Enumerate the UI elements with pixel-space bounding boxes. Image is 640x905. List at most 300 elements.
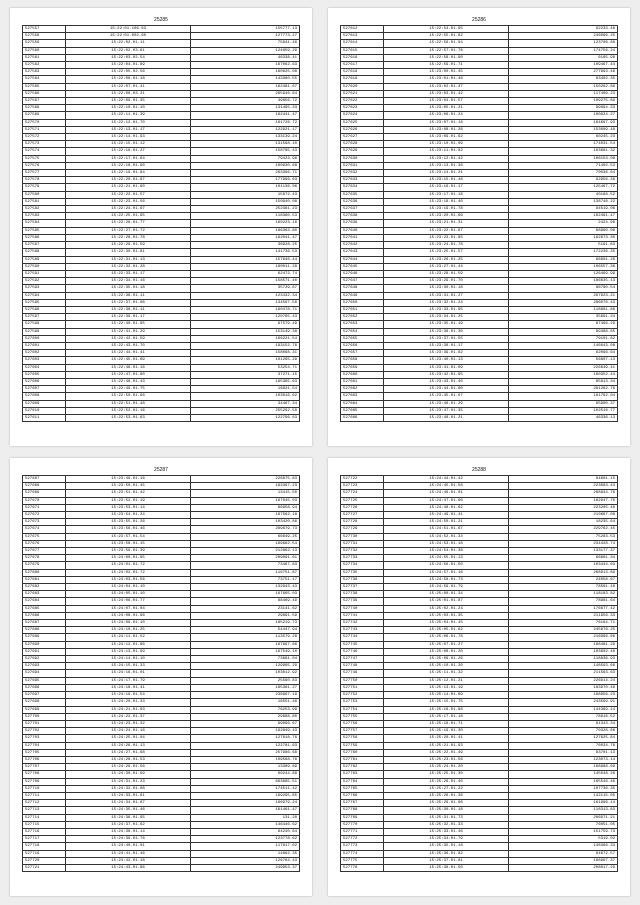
row-id-cell: 527761 [341, 756, 384, 763]
value-cell: 16621.54 [191, 386, 300, 393]
value-cell: 16551.46 [191, 699, 300, 706]
row-id-cell: 527621 [341, 90, 384, 97]
table-row [341, 306, 618, 313]
timestamp-cell: 15:25:17.01.18 [384, 713, 509, 720]
table-row [341, 519, 618, 526]
table-row [341, 792, 618, 799]
value-cell: 216966.66 [509, 634, 618, 641]
table-row [23, 242, 300, 249]
row-id-cell: 527630 [341, 155, 384, 162]
table-row [341, 641, 618, 648]
table-row [341, 357, 618, 364]
value-cell: 103444.63 [509, 562, 618, 569]
row-id-cell: 527764 [341, 778, 384, 785]
row-id-cell: 527561 [23, 54, 66, 61]
value-cell: 78561.18 [509, 584, 618, 591]
timestamp-cell: 15:24:15.01.33 [66, 663, 191, 670]
timestamp-cell: 15:22:11.01.39 [66, 112, 191, 119]
value-cell: 180011.28 [191, 263, 300, 270]
timestamp-cell: 15:24:58.01.73 [384, 576, 509, 583]
table-row [341, 378, 618, 385]
value-cell: 212862.13 [191, 548, 300, 555]
timestamp-cell: 15:23:42.01.65 [384, 371, 509, 378]
table-row [23, 234, 300, 241]
table-row [341, 562, 618, 569]
value-cell: 40188.52 [509, 191, 618, 198]
table-row [23, 519, 300, 526]
table-row [23, 706, 300, 713]
value-cell: 83701.13 [509, 749, 618, 756]
row-id-cell: 527747 [341, 656, 384, 663]
table-row [23, 62, 300, 69]
row-id-cell: 527679 [23, 562, 66, 569]
timestamp-cell: 15:22:18.01.90 [66, 162, 191, 169]
page-title: 25285 [154, 17, 168, 23]
timestamp-cell: 15:24:35.01.46 [66, 807, 191, 814]
row-id-cell: 527718 [23, 843, 66, 850]
value-cell: 281262.76 [509, 386, 618, 393]
value-cell: 109467.44 [509, 62, 618, 69]
table-row [341, 850, 618, 857]
table-row [23, 627, 300, 634]
value-cell: 79423.96 [191, 155, 300, 162]
table-row [23, 112, 300, 119]
table-row [23, 292, 300, 299]
table-row [23, 98, 300, 105]
row-id-cell: 527582 [23, 206, 66, 213]
table-row [341, 785, 618, 792]
table-row [341, 713, 618, 720]
table-row [23, 177, 300, 184]
row-id-cell: 527655 [341, 335, 384, 342]
value-cell: 103602.48 [509, 648, 618, 655]
value-cell: 263396.71 [191, 170, 300, 177]
row-id-cell: 527767 [341, 800, 384, 807]
value-cell: 75841.46 [191, 40, 300, 47]
table-row [23, 76, 300, 83]
document-page-3 [10, 458, 312, 896]
timestamp-cell: 15:24:10.01.25 [66, 627, 191, 634]
value-cell: 141736.53 [191, 249, 300, 256]
row-id-cell: 527599 [23, 328, 66, 335]
row-id-cell: 527665 [341, 407, 384, 414]
value-cell: 66661.34 [509, 555, 618, 562]
row-id-cell: 527568 [23, 105, 66, 112]
timestamp-cell: 15:23:37.01.55 [384, 335, 509, 342]
row-id-cell: 527624 [341, 112, 384, 119]
value-cell: 123706.88 [509, 40, 618, 47]
timestamp-cell: 15:25:21.01.93 [384, 742, 509, 749]
row-id-cell: 527576 [23, 162, 66, 169]
value-cell: 122796.63 [191, 414, 300, 421]
value-cell: 24058.67 [509, 576, 618, 583]
table-row [341, 90, 618, 97]
table-row [23, 670, 300, 677]
row-id-cell: 527619 [341, 76, 384, 83]
timestamp-cell: 15:23:56.01.46 [66, 526, 191, 533]
timestamp-cell: 15:22:43.01.70 [66, 342, 191, 349]
value-cell: 117409.23 [509, 90, 618, 97]
page-title: 25287 [154, 467, 168, 473]
document-page-2 [328, 8, 630, 446]
timestamp-cell: 15:25:11.01.32 [384, 670, 509, 677]
row-id-cell: 527560 [23, 47, 66, 54]
timestamp-cell: 15:24:33.01.61 [66, 792, 191, 799]
row-id-cell: 527609 [23, 400, 66, 407]
timestamp-cell: 15:25:18.01.71 [384, 720, 509, 727]
value-cell: 181762.04 [509, 393, 618, 400]
value-cell: 161461.47 [191, 807, 300, 814]
page-title: 25286 [472, 17, 486, 23]
value-cell: 49656.72 [191, 98, 300, 105]
row-id-cell: 527732 [341, 548, 384, 555]
table-row [341, 220, 618, 227]
value-cell: 101295.29 [191, 357, 300, 364]
row-id-cell: 527654 [341, 328, 384, 335]
page-title: 25288 [472, 467, 486, 473]
table-row [341, 735, 618, 742]
timestamp-cell: 15:24:25.01.04 [66, 735, 191, 742]
row-id-cell: 527685 [23, 605, 66, 612]
row-id-cell: 527675 [23, 533, 66, 540]
row-id-cell: 527618 [341, 69, 384, 76]
row-id-cell: 527699 [23, 706, 66, 713]
row-id-cell: 527584 [23, 220, 66, 227]
table-row [23, 800, 300, 807]
row-id-cell: 527773 [341, 843, 384, 850]
value-cell: 166979.24 [191, 800, 300, 807]
table-row [341, 278, 618, 285]
row-id-cell: 527656 [341, 342, 384, 349]
timestamp-cell: 15:25:01.01.87 [384, 598, 509, 605]
row-id-cell: 527745 [341, 641, 384, 648]
row-id-cell: 527710 [23, 785, 66, 792]
value-cell: 131495.33 [191, 105, 300, 112]
value-cell: 123073.14 [509, 756, 618, 763]
table-row [341, 292, 618, 299]
row-id-cell: 527772 [341, 836, 384, 843]
table-row [23, 814, 300, 821]
table-row [23, 335, 300, 342]
row-id-cell: 527563 [23, 69, 66, 76]
timestamp-cell: 15:22:32.01.28 [66, 263, 191, 270]
value-cell: 182947.70 [509, 497, 618, 504]
timestamp-cell: 15:22:10.01.10 [66, 105, 191, 112]
table-row [341, 677, 618, 684]
value-cell: 125467.72 [509, 184, 618, 191]
timestamp-cell: 15:22:23.01.56 [66, 198, 191, 205]
timestamp-cell: 15:22:21.01.90 [66, 184, 191, 191]
row-id-cell: 527637 [341, 206, 384, 213]
row-id-cell: 527659 [341, 364, 384, 371]
value-cell: 167665.03 [191, 591, 300, 598]
document-page-1 [10, 8, 312, 446]
table-row [23, 562, 300, 569]
table-row [23, 299, 300, 306]
row-id-cell: 527651 [341, 306, 384, 313]
timestamp-cell: 15:22:38.01.11 [66, 306, 191, 313]
value-cell: 86790.54 [509, 285, 618, 292]
timestamp-cell: 15:22:31.01.13 [66, 256, 191, 263]
timestamp-cell: 15:23:03.01.42 [384, 90, 509, 97]
row-id-cell: 527631 [341, 162, 384, 169]
timestamp-cell: 15:22:39.01.17 [66, 314, 191, 321]
timestamp-cell: 15:22:12.01.70 [66, 119, 191, 126]
value-cell: 118313.83 [509, 807, 618, 814]
timestamp-cell: 15:25:37.01.81 [384, 857, 509, 864]
value-cell: 99096.67 [191, 720, 300, 727]
value-cell: 18235.64 [509, 519, 618, 526]
value-cell: 185219.73 [191, 620, 300, 627]
value-cell: 257986.68 [191, 749, 300, 756]
row-id-cell: 527707 [23, 764, 66, 771]
table-row [23, 26, 300, 33]
row-id-cell: 527673 [23, 519, 66, 526]
timestamp-cell: 15:24:54.01.36 [384, 548, 509, 555]
row-id-cell: 527623 [341, 105, 384, 112]
row-id-cell: 527569 [23, 112, 66, 119]
value-cell: 5191.83 [509, 242, 618, 249]
timestamp-cell: 15:23:35.01.19 [384, 321, 509, 328]
table-row [341, 800, 618, 807]
value-cell: 117917.02 [191, 843, 300, 850]
value-cell: 122781.63 [191, 742, 300, 749]
value-cell: 63402.35 [509, 76, 618, 83]
table-row [23, 656, 300, 663]
row-id-cell: 527684 [23, 598, 66, 605]
timestamp-cell: 15:24:56.01.50 [384, 562, 509, 569]
timestamp-cell: 15:24:44.01.42 [384, 476, 509, 483]
value-cell: 116751.87 [191, 569, 300, 576]
timestamp-cell: 15:23:31.01.27 [384, 292, 509, 299]
row-id-cell: 527683 [23, 591, 66, 598]
value-cell: 169662.54 [191, 540, 300, 547]
value-cell: 236967.19 [191, 692, 300, 699]
row-id-cell: 527562 [23, 62, 66, 69]
value-cell: 124859.29 [191, 47, 300, 54]
timestamp-cell: 15:22:01.106.63 [66, 26, 191, 33]
table-row [23, 141, 300, 148]
value-cell: 56807.13 [509, 357, 618, 364]
row-id-cell: 527775 [341, 857, 384, 864]
row-id-cell: 527670 [23, 497, 66, 504]
timestamp-cell: 15:24:59.01.79 [384, 584, 509, 591]
value-cell: 13415.50 [191, 490, 300, 497]
row-id-cell: 527709 [23, 778, 66, 785]
table-row [341, 213, 618, 220]
value-cell: 92956.36 [509, 177, 618, 184]
table-row [341, 584, 618, 591]
table-row [341, 148, 618, 155]
table-row [23, 249, 300, 256]
row-id-cell: 527636 [341, 198, 384, 205]
table-row [23, 591, 300, 598]
timestamp-cell: 15:25:06.01.78 [384, 634, 509, 641]
value-cell: 192849.43 [191, 728, 300, 735]
row-id-cell: 527760 [341, 749, 384, 756]
table-row [341, 605, 618, 612]
row-id-cell: 527657 [341, 350, 384, 357]
value-cell: 100934.27 [509, 112, 618, 119]
row-id-cell: 527603 [23, 357, 66, 364]
timestamp-cell: 15:23:16.01.17 [384, 184, 509, 191]
timestamp-cell: 15:25:20.01.41 [384, 735, 509, 742]
row-id-cell: 527653 [341, 321, 384, 328]
value-cell: 70328.66 [509, 728, 618, 735]
row-id-cell: 527672 [23, 512, 66, 519]
value-cell: 100930.68 [191, 162, 300, 169]
table-row [341, 742, 618, 749]
row-id-cell: 527744 [341, 634, 384, 641]
data-table [340, 25, 618, 422]
value-cell: 176677.42 [509, 605, 618, 612]
timestamp-cell: 15:22:51.01.48 [66, 400, 191, 407]
row-id-cell: 527706 [23, 756, 66, 763]
value-cell: 277993.46 [509, 69, 618, 76]
timestamp-cell: 15:23:13.01.36 [384, 162, 509, 169]
timestamp-cell: 15:22:35.01.18 [66, 285, 191, 292]
row-id-cell: 527639 [341, 220, 384, 227]
row-id-cell: 527765 [341, 785, 384, 792]
value-cell: 150292.89 [509, 83, 618, 90]
table-row [341, 184, 618, 191]
row-id-cell: 527606 [23, 378, 66, 385]
value-cell: 174511.42 [191, 785, 300, 792]
timestamp-cell: 15:23:39.01.82 [384, 350, 509, 357]
timestamp-cell: 15:24:18.01.41 [66, 684, 191, 691]
value-cell: 86901.26 [509, 256, 618, 263]
timestamp-cell: 15:23:10.01.09 [384, 141, 509, 148]
timestamp-cell: 15:23:41.01.09 [384, 364, 509, 371]
table-row [23, 728, 300, 735]
table-row [341, 771, 618, 778]
value-cell: 61343.34 [509, 720, 618, 727]
value-cell: 92233.48 [509, 26, 618, 33]
value-cell: 226914.24 [509, 677, 618, 684]
value-cell: 113579.28 [191, 634, 300, 641]
table-row [23, 263, 300, 270]
table-row [341, 512, 618, 519]
row-id-cell: 527557 [23, 26, 66, 33]
value-cell: 85813.34 [509, 378, 618, 385]
value-cell: 84672.57 [509, 850, 618, 857]
table-row [23, 33, 300, 40]
value-cell: 106557.36 [509, 263, 618, 270]
value-cell: 168481.29 [509, 641, 618, 648]
timestamp-cell: 15:24:47.01.66 [384, 497, 509, 504]
value-cell: 15872.43 [191, 191, 300, 198]
timestamp-cell: 15:22:09.01.35 [66, 98, 191, 105]
timestamp-cell: 15:25:30.01.18 [384, 807, 509, 814]
value-cell: 66649.25 [191, 533, 300, 540]
value-cell: 36928.25 [191, 242, 300, 249]
value-cell: 165546.46 [509, 778, 618, 785]
row-id-cell: 527749 [341, 670, 384, 677]
row-id-cell: 527752 [341, 692, 384, 699]
timestamp-cell: 15:24:41.01.46 [66, 850, 191, 857]
value-cell: 25590.83 [191, 677, 300, 684]
timestamp-cell: 15:23:26.01.25 [384, 256, 509, 263]
table-row [341, 414, 618, 421]
row-id-cell: 527730 [341, 533, 384, 540]
table-row [23, 612, 300, 619]
timestamp-cell: 15:22:03.02.54 [66, 54, 191, 61]
row-id-cell: 527757 [341, 728, 384, 735]
row-id-cell: 527713 [23, 807, 66, 814]
table-row [341, 569, 618, 576]
timestamp-cell: 15:24:22.01.37 [66, 713, 191, 720]
row-id-cell: 527737 [341, 584, 384, 591]
row-id-cell: 527727 [341, 512, 384, 519]
table-row [341, 256, 618, 263]
row-id-cell: 527669 [23, 490, 66, 497]
table-row [341, 699, 618, 706]
table-row [341, 155, 618, 162]
timestamp-cell: 15:24:45.01.58 [384, 483, 509, 490]
timestamp-cell: 15:23:33.01.95 [384, 306, 509, 313]
value-cell: 123778.62 [191, 836, 300, 843]
table-row [23, 771, 300, 778]
row-id-cell: 527748 [341, 663, 384, 670]
timestamp-cell: 15:23:49.01.16 [66, 476, 191, 483]
timestamp-cell: 15:24:50.01.21 [384, 519, 509, 526]
row-id-cell: 527738 [341, 591, 384, 598]
timestamp-cell: 15:24:13.01.99 [66, 648, 191, 655]
timestamp-cell: 15:25:35.01.18 [384, 843, 509, 850]
row-id-cell: 527605 [23, 371, 66, 378]
row-id-cell: 527660 [341, 371, 384, 378]
timestamp-cell: 15:24:55.01.13 [384, 555, 509, 562]
row-id-cell: 527729 [341, 526, 384, 533]
timestamp-cell: 15:22:41.01.29 [66, 328, 191, 335]
value-cell: 99694.33 [509, 105, 618, 112]
row-id-cell: 527597 [23, 314, 66, 321]
table-row [341, 177, 618, 184]
timestamp-cell: 15:24:08.01.96 [66, 612, 191, 619]
row-id-cell: 527585 [23, 227, 66, 234]
table-row [341, 270, 618, 277]
table-row [341, 371, 618, 378]
value-cell: 118836.93 [509, 656, 618, 663]
row-id-cell: 527691 [23, 648, 66, 655]
value-cell: 150940.08 [191, 198, 300, 205]
table-row [23, 278, 300, 285]
value-cell: 60245.23 [509, 134, 618, 141]
value-cell: 157646.44 [191, 256, 300, 263]
row-id-cell: 527615 [341, 47, 384, 54]
row-id-cell: 527755 [341, 713, 384, 720]
value-cell: 186635.13 [509, 278, 618, 285]
table-row [341, 112, 618, 119]
value-cell: 166221.54 [191, 335, 300, 342]
table-row [23, 850, 300, 857]
table-row [341, 263, 618, 270]
value-cell: 73467.83 [191, 562, 300, 569]
value-cell: 109568.76 [191, 756, 300, 763]
table-row [341, 285, 618, 292]
row-id-cell: 527564 [23, 76, 66, 83]
timestamp-cell: 15:22:37.01.06 [66, 299, 191, 306]
value-cell: 127818.76 [191, 735, 300, 742]
value-cell: 54447.94 [191, 627, 300, 634]
table-row [341, 54, 618, 61]
value-cell: 174756.24 [509, 47, 618, 54]
value-cell: 46338.41 [191, 54, 300, 61]
table-row [23, 285, 300, 292]
timestamp-cell: 15:24:12.01.86 [66, 641, 191, 648]
row-id-cell: 527574 [23, 148, 66, 155]
row-id-cell: 527588 [23, 249, 66, 256]
